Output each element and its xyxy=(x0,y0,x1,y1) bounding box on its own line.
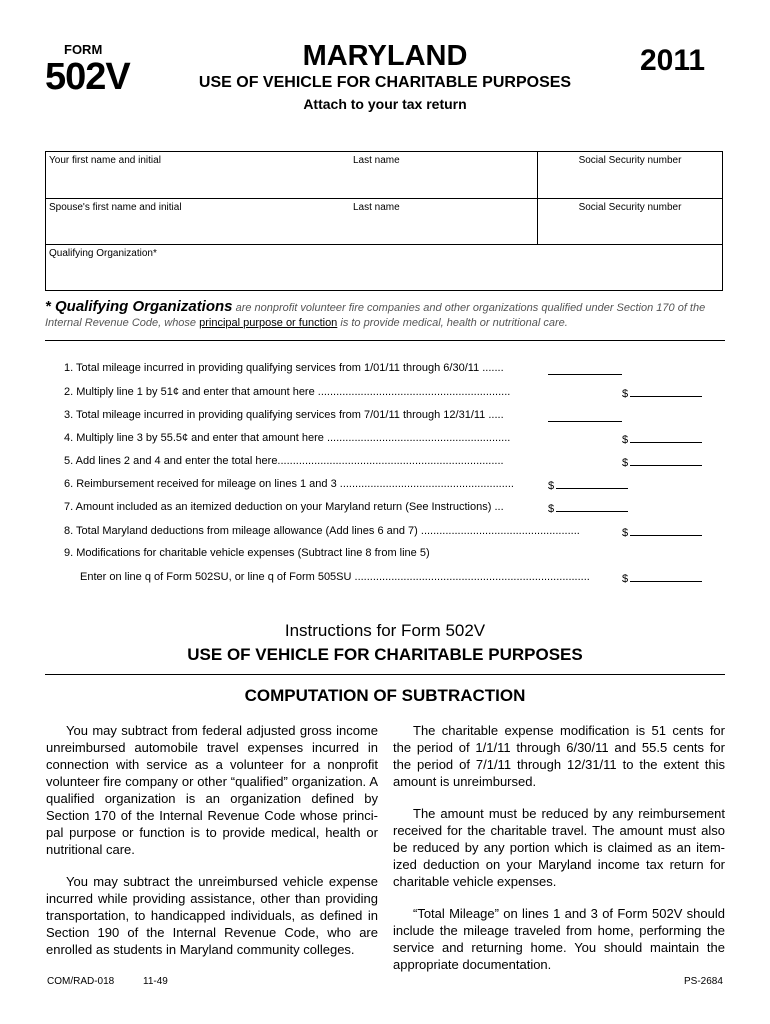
form-title: USE OF VEHICLE FOR CHARITABLE PURPOSES xyxy=(198,74,572,91)
form-code: COM/RAD-018 xyxy=(47,976,115,987)
instructions-right-column xyxy=(393,722,725,988)
instructions-title: Instructions for Form 502V xyxy=(284,621,486,640)
ssn-label: Social Security number xyxy=(578,155,682,166)
spouse-first-name-field[interactable] xyxy=(46,199,346,244)
line-9-entry-label: Enter on line q of Form 502SU, or line q of Form 505SU ............................................................................. xyxy=(80,571,590,583)
line-1-label: 1. Total mileage incurred in providing qualifying services from 1/01/11 through 6/30/11 ....... xyxy=(64,362,504,374)
tax-year: 2011 xyxy=(640,44,706,77)
ps-code: PS-2684 xyxy=(684,976,723,987)
line-4-amount[interactable] xyxy=(622,432,702,446)
spouse-ssn-label: Social Security number xyxy=(578,202,682,213)
form-label: FORM xyxy=(64,42,103,57)
instructions-left-column xyxy=(46,722,378,973)
dollar-sign: $ xyxy=(622,388,629,400)
organization-field[interactable] xyxy=(46,245,722,290)
organization-label: Qualifying Organization* xyxy=(49,248,157,259)
instructions-paragraph: The charitable expense modification is 51 cents for the period of 1/1/11 through 6/30/11 and 55.5 cents for the period of 7/1/11 through 12/31/11 to the extent this amount is unreimbursed. xyxy=(393,723,725,789)
qualifying-title: * Qualifying Organizations xyxy=(45,298,233,315)
dollar-sign: $ xyxy=(548,503,555,515)
line-3-entry[interactable] xyxy=(548,421,622,422)
spouse-ssn-field[interactable] xyxy=(538,199,722,244)
attach-note: Attach to your tax return xyxy=(303,96,467,112)
dollar-sign: $ xyxy=(622,573,629,585)
spouse-first-name-label: Spouse's first name and initial xyxy=(49,202,182,213)
qualifying-text-end: is to provide medical, health or nutritional care. xyxy=(337,317,568,329)
last-name-field[interactable] xyxy=(350,152,536,198)
dollar-sign: $ xyxy=(622,527,629,539)
line-1-entry[interactable] xyxy=(548,374,622,375)
instructions-paragraph: You may subtract the unreimbursed vehicle expense incurred while providing assistance, other than providing transportation, to handicapped individuals, as defined in Section 190 of the Internal Revenue Code, who are enrolled as students in Maryland community colleges. xyxy=(46,874,378,957)
first-name-label: Your first name and initial xyxy=(49,155,161,166)
instructions-paragraph: “Total Mileage” on lines 1 and 3 of Form 502V should include the mileage traveled from home, performing the service and returning home. You should maintain the appropriate documentation. xyxy=(393,906,725,972)
qualifying-emphasis: principal purpose or function xyxy=(199,317,338,329)
taxpayer-info-box xyxy=(45,151,723,291)
spouse-last-name-label: Last name xyxy=(353,202,400,213)
instructions-subtitle: USE OF VEHICLE FOR CHARITABLE PURPOSES xyxy=(187,645,583,664)
line-7-label: 7. Amount included as an itemized deduction on your Maryland return (See Instructions) ... xyxy=(64,501,504,513)
line-8-amount[interactable] xyxy=(622,525,702,539)
line-8-label: 8. Total Maryland deductions from mileage allowance (Add lines 6 and 7) .................................................... xyxy=(64,525,580,537)
qualifying-note xyxy=(45,299,725,331)
line-5-amount[interactable] xyxy=(622,455,702,469)
line-3-label: 3. Total mileage incurred in providing qualifying services from 7/01/11 through 12/31/11 ..... xyxy=(64,409,504,421)
form-number: 502V xyxy=(45,56,130,98)
section-divider xyxy=(45,674,725,675)
line-9-amount[interactable] xyxy=(622,571,702,585)
instructions-paragraph: You may subtract from federal adjusted gross income unreimbursed automobile travel expenses incurred in connection with service as a volunteer for a nonprofit volunteer fire company or other “qualified” organization. A qualified organization is an organization defined by Section 170 of the Internal Revenue Code whose princi- pal purpose or function is to provide medical, health or nutritional care. xyxy=(46,723,378,857)
ssn-field[interactable] xyxy=(538,152,722,198)
state-title: MARYLAND xyxy=(302,40,468,72)
line-9-label: 9. Modifications for charitable vehicle expenses (Subtract line 8 from line 5) xyxy=(64,547,430,559)
spouse-last-name-field[interactable] xyxy=(350,199,536,244)
first-name-field[interactable] xyxy=(46,152,346,198)
dollar-sign: $ xyxy=(622,434,629,446)
revision-code: 11-49 xyxy=(143,976,168,987)
last-name-label: Last name xyxy=(353,155,400,166)
dollar-sign: $ xyxy=(622,457,629,469)
line-5-label: 5. Add lines 2 and 4 and enter the total here.......................................................................... xyxy=(64,455,504,467)
computation-heading: COMPUTATION OF SUBTRACTION xyxy=(244,686,526,705)
line-2-label: 2. Multiply line 1 by 51¢ and enter that amount here ............................................................... xyxy=(64,386,511,398)
line-6-label: 6. Reimbursement received for mileage on lines 1 and 3 ......................................................... xyxy=(64,478,514,490)
section-divider xyxy=(45,340,725,341)
line-2-amount[interactable] xyxy=(622,386,702,400)
dollar-sign: $ xyxy=(548,480,555,492)
line-6-amount[interactable] xyxy=(548,478,628,492)
instructions-paragraph: The amount must be reduced by any reimbursement received for the charitable travel. The amount must also be reduced by any portion which is claimed as an item- ized deduction on your Maryland income tax return for charitable vehicle expenses. xyxy=(393,806,725,889)
line-7-amount[interactable] xyxy=(548,501,628,515)
qualifying-text: are nonprofit volunteer fire companies and other organizations qualified under Section 170 of the Internal Revenue Code, whose xyxy=(45,302,706,329)
line-4-label: 4. Multiply line 3 by 55.5¢ and enter that amount here ............................................................ xyxy=(64,432,511,444)
